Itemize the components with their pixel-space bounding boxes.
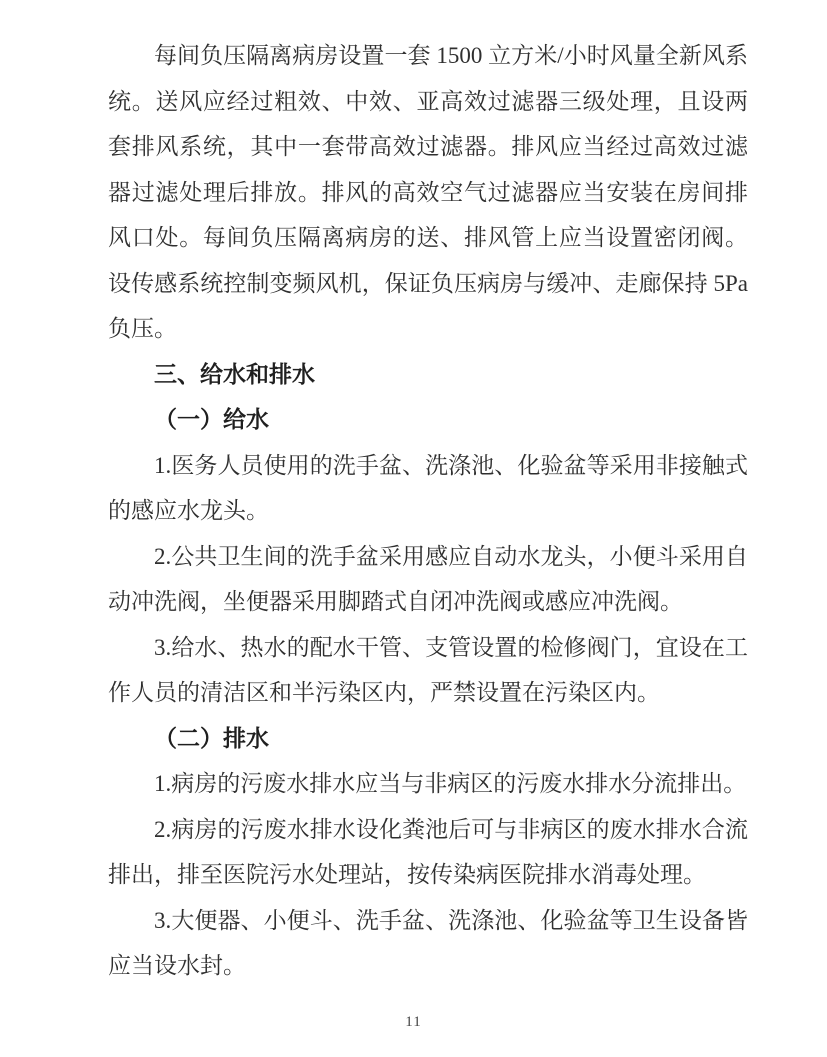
paragraph-drainage-item-1: 1.病房的污废水排水应当与非病区的污废水排水分流排出。 [154, 771, 747, 796]
paragraph-water-supply-item-1: 1.医务人员使用的洗手盆、洗涤池、化验盆等采用非接触式的感应水龙头。 [108, 452, 748, 523]
section-heading-water-supply-drainage: 三、给水和排水 [154, 360, 315, 387]
paragraph-ventilation-system: 每间负压隔离病房设置一套 1500 立方米/小时风量全新风系统。送风应经过粗效、中效、亚高效过滤器三级处理，且设两套排风系统，其中一套带高效过滤器。排风应当经过高效过滤器过滤处理后排放。排风的高效空气过滤器应当安装在房间排风口处。每间负压隔离病房的送、排风管上应当设置密闭阀。设传感系统控制变频风机，保证负压病房与缓冲、走廊保持 5Pa 负压。 [108, 43, 748, 341]
subsection-heading-drainage: （二）排水 [154, 724, 269, 751]
document-body [108, 33, 748, 989]
paragraph-drainage-item-3: 3.大便器、小便斗、洗手盆、洗涤池、化验盆等卫生设备皆应当设水封。 [108, 907, 748, 978]
paragraph-water-supply-item-2: 2.公共卫生间的洗手盆采用感应自动水龙头，小便斗采用自动冲洗阀，坐便器采用脚踏式自闭冲洗阀或感应冲洗阀。 [108, 543, 748, 614]
paragraph-water-supply-item-3: 3.给水、热水的配水干管、支管设置的检修阀门，宜设在工作人员的清洁区和半污染区内，严禁设置在污染区内。 [108, 634, 748, 705]
paragraph-drainage-item-2: 2.病房的污废水排水设化粪池后可与非病区的废水排水合流排出，排至医院污水处理站，按传染病医院排水消毒处理。 [108, 816, 748, 887]
page-number: 11 [405, 1014, 422, 1030]
subsection-heading-water-supply: （一）给水 [154, 406, 269, 432]
